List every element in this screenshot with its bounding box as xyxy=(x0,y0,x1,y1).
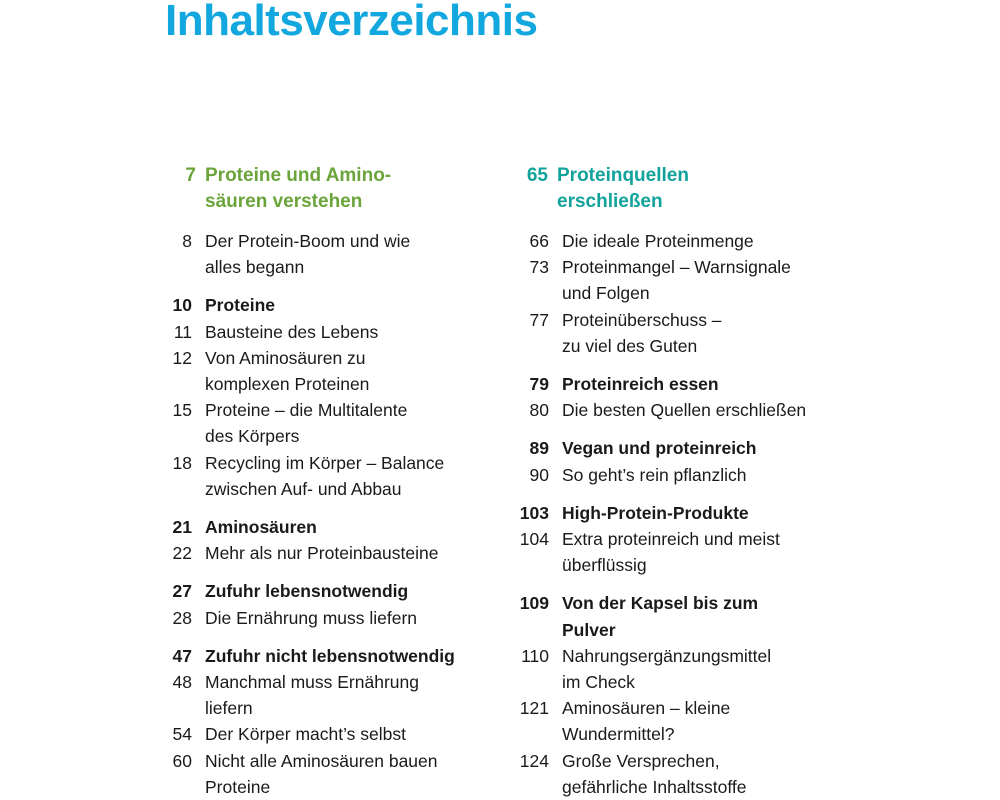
toc-entry-title: Aminosäuren xyxy=(205,517,317,538)
toc-entry-title: Der Körper macht’s selbst xyxy=(205,724,407,745)
toc-page-number: 124 xyxy=(519,750,549,771)
toc-entry-title: Von der Kapsel bis zum Pulver xyxy=(562,593,759,640)
toc-entry-title: Aminosäuren – kleine Wundermittel? xyxy=(562,698,731,745)
toc-page-number: 8 xyxy=(182,231,192,251)
toc-section xyxy=(160,514,500,540)
toc-page-number: 15 xyxy=(172,400,192,421)
toc-entries-right xyxy=(505,228,845,800)
toc-entries-left xyxy=(160,228,500,800)
toc-entry xyxy=(160,345,500,397)
toc-entry xyxy=(160,397,500,449)
toc-entry-title: Mehr als nur Proteinbausteine xyxy=(205,543,439,564)
toc-page-number: 28 xyxy=(172,607,192,628)
toc-entry-title: Nicht alle Aminosäuren bauen Proteine xyxy=(205,750,438,797)
toc-entry xyxy=(160,450,500,502)
toc-entry-title: Der Protein-Boom und wie alles begann xyxy=(205,231,411,278)
page-title: Inhaltsverzeichnis xyxy=(165,0,538,45)
toc-entry xyxy=(505,643,845,695)
toc-section xyxy=(505,500,845,526)
toc-entry xyxy=(505,748,845,800)
toc-entry-title: So geht’s rein pflanzlich xyxy=(562,464,747,485)
toc-entry xyxy=(160,748,500,800)
chapter-heading xyxy=(160,163,500,215)
toc-page-number: 10 xyxy=(172,295,192,316)
toc-entry xyxy=(505,254,845,306)
toc-entry xyxy=(160,669,500,721)
toc-page-number: 12 xyxy=(172,347,192,368)
toc-entry xyxy=(160,228,500,280)
toc-page-number: 77 xyxy=(529,309,549,330)
toc-entry-title: Zufuhr lebensnotwendig xyxy=(205,581,409,602)
toc-page-number: 66 xyxy=(529,231,549,251)
toc-page-number: 103 xyxy=(519,502,549,523)
toc-section xyxy=(505,590,845,642)
toc-entry-title: Bausteine des Lebens xyxy=(205,321,379,342)
toc-page-number: 47 xyxy=(172,645,192,666)
toc-entry xyxy=(505,526,845,578)
toc-entry xyxy=(160,605,500,631)
toc-page-number: 21 xyxy=(172,517,192,538)
toc-section xyxy=(505,371,845,397)
toc-entry-title: Von Aminosäuren zu komplexen Proteinen xyxy=(205,347,370,395)
chapter-heading xyxy=(505,163,845,215)
toc-page-number: 79 xyxy=(529,374,549,395)
toc-page-number: 48 xyxy=(172,672,192,693)
toc-page-number: 27 xyxy=(172,581,192,602)
toc-section xyxy=(160,578,500,604)
toc-section xyxy=(160,292,500,318)
toc-entry xyxy=(505,397,845,423)
toc-column-left xyxy=(160,163,500,800)
toc-page-number: 121 xyxy=(519,698,549,719)
toc-entry-title: Proteine xyxy=(205,295,276,316)
toc-page-number: 109 xyxy=(519,593,549,614)
toc-entry-title: Große Versprechen, gefährliche Inhaltsstoffe xyxy=(562,750,747,797)
toc-entry xyxy=(505,228,845,254)
toc-entry xyxy=(160,319,500,345)
toc-entry-title: Manchmal muss Ernährung liefern xyxy=(205,672,419,719)
toc-page-number: 73 xyxy=(529,257,549,278)
toc-entry-title: High-Protein-Produkte xyxy=(562,502,749,523)
toc-entry xyxy=(505,307,845,359)
toc-entry-title: Extra proteinreich und meist überflüssig xyxy=(562,529,780,576)
toc-entry-title: Die ideale Proteinmenge xyxy=(562,231,754,251)
toc-entry xyxy=(505,462,845,488)
chapter-page-number: 7 xyxy=(185,165,196,186)
toc-page-number: 11 xyxy=(173,321,192,342)
toc-entry-title: Zufuhr nicht lebensnotwendig xyxy=(205,645,455,666)
toc-entry-title: Proteine – die Multitalente des Körpers xyxy=(205,400,408,447)
chapter-title: Proteine und Amino- säuren verstehen xyxy=(205,165,392,212)
toc-entry-title: Proteinüberschuss – zu viel des Guten xyxy=(562,309,722,356)
toc-page-number: 104 xyxy=(519,529,549,550)
chapter-page-number: 65 xyxy=(526,165,548,186)
toc-column-right xyxy=(505,163,845,800)
toc-entry-title: Die besten Quellen erschließen xyxy=(562,400,807,421)
toc-entry-title: Nahrungsergänzungsmittel im Check xyxy=(562,645,772,693)
toc-section xyxy=(505,435,845,461)
toc-page-number: 60 xyxy=(172,750,192,771)
chapter-title: Proteinquellen erschließen xyxy=(557,165,689,212)
toc-page-number: 18 xyxy=(172,452,192,473)
toc-page-number: 89 xyxy=(529,438,549,459)
toc-section xyxy=(160,643,500,669)
toc-page-number: 80 xyxy=(529,400,549,421)
toc-entry-title: Vegan und proteinreich xyxy=(562,438,757,459)
toc-page-number: 54 xyxy=(172,724,192,745)
toc-entry-title: Proteinmangel – Warnsignale und Folgen xyxy=(562,257,791,304)
toc-page-number: 110 xyxy=(521,645,549,666)
toc-page-number: 90 xyxy=(529,464,549,485)
toc-entry xyxy=(160,540,500,566)
toc-entry xyxy=(505,695,845,747)
toc-page-number: 22 xyxy=(172,543,192,564)
toc-entry xyxy=(160,721,500,747)
toc-entry-title: Die Ernährung muss liefern xyxy=(205,607,418,628)
toc-entry-title: Proteinreich essen xyxy=(562,374,719,395)
toc-entry-title: Recycling im Körper – Balance zwischen Auf- und Abbau xyxy=(205,452,445,499)
